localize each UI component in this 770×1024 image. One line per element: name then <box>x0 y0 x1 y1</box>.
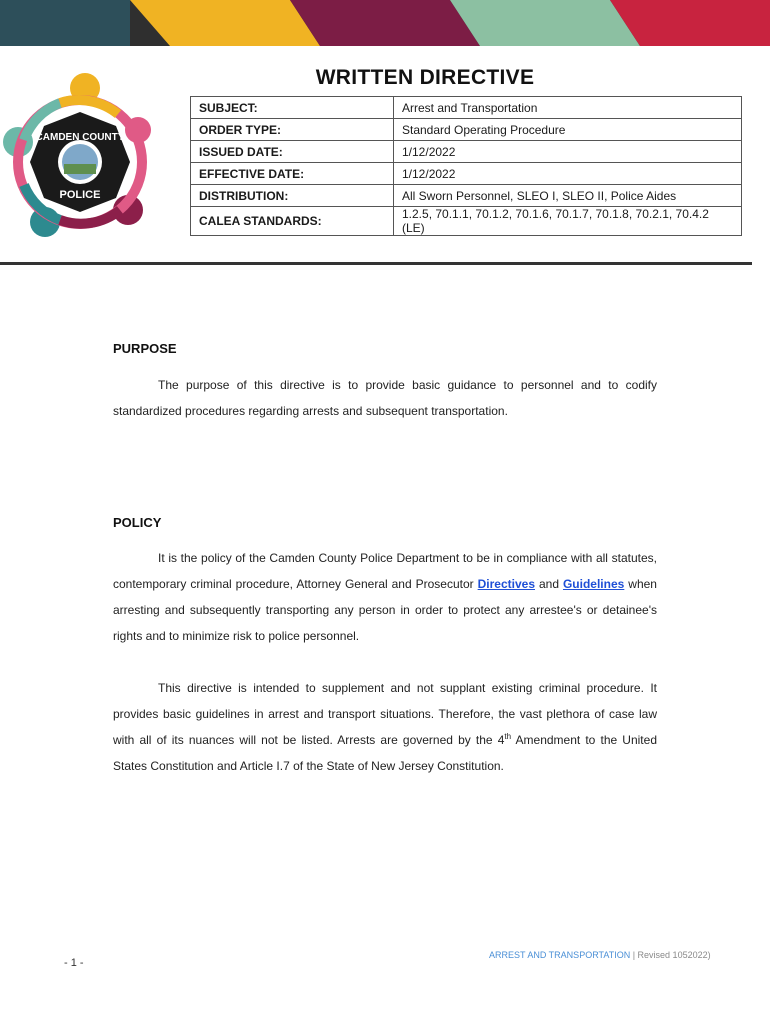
subject-value: Arrest and Transportation <box>394 97 742 119</box>
effective-date-value: 1/12/2022 <box>394 163 742 185</box>
table-row <box>191 119 742 141</box>
calea-standards-value: 1.2.5, 70.1.1, 70.1.2, 70.1.6, 70.1.7, 70.1.8, 70.2.1, 70.4.2 (LE) <box>394 207 742 236</box>
policy-text-part: when arresting and subsequently transporting any person in order to protect any arrestee's or detainee's rights and to minimize risk to police personnel. <box>113 577 657 643</box>
footer-doc-name: ARREST AND TRANSPORTATION <box>489 950 631 960</box>
policy-paragraph-2 <box>113 675 657 779</box>
purpose-paragraph <box>113 372 657 424</box>
purpose-text: The purpose of this directive is to provide basic guidance to personnel and to codify standardized procedures regarding arrests and subsequent transportation. <box>113 378 657 418</box>
calea-standards-label: CALEA STANDARDS: <box>191 207 394 236</box>
policy-heading: POLICY <box>113 515 162 530</box>
policy-text-part: This directive is intended to supplement and not supplant existing criminal procedure. It provides basic guidelines in arrest and transport situations. Therefore, the vast plethora of case law with all of its nuances will not be listed. Arrests are governed by the 4 <box>113 681 657 747</box>
policy-paragraph-1 <box>113 545 657 649</box>
footer-doc-info <box>489 950 711 960</box>
footer-revised: | Revised 1052022) <box>630 950 711 960</box>
issued-date-label: ISSUED DATE: <box>191 141 394 163</box>
section-divider <box>0 262 752 265</box>
banner-segment-dark <box>0 0 130 46</box>
policy-text-part: Amendment to the United States Constitution and Article I.7 of the State of New Jersey Constitution. <box>113 733 657 773</box>
banner-segment-green <box>450 0 640 46</box>
banner-segment-maroon <box>290 0 480 46</box>
color-banner <box>0 0 770 46</box>
directives-link[interactable]: Directives <box>477 577 535 591</box>
directive-info-table <box>190 96 742 236</box>
policy-text-part: It is the policy of the Camden County Police Department to be in compliance with all statutes, contemporary criminal procedure, Attorney General and Prosecutor <box>113 551 657 591</box>
guidelines-link[interactable]: Guidelines <box>562 577 625 591</box>
effective-date-label: EFFECTIVE DATE: <box>191 163 394 185</box>
page-number: - 1 - <box>64 957 84 969</box>
table-row <box>191 185 742 207</box>
page-title: WRITTEN DIRECTIVE <box>315 66 535 89</box>
table-row <box>191 97 742 119</box>
distribution-value: All Sworn Personnel, SLEO I, SLEO II, Police Aides <box>394 185 742 207</box>
order-type-label: ORDER TYPE: <box>191 119 394 141</box>
table-row <box>191 141 742 163</box>
table-row <box>191 207 742 236</box>
ordinal-superscript: th <box>504 732 512 741</box>
department-logo <box>0 70 160 240</box>
logo-top-text: CAMDEN COUNTY <box>35 132 125 143</box>
issued-date-value: 1/12/2022 <box>394 141 742 163</box>
subject-label: SUBJECT: <box>191 97 394 119</box>
order-type-value: Standard Operating Procedure <box>394 119 742 141</box>
logo-bottom-text: POLICE <box>59 189 101 201</box>
table-row <box>191 163 742 185</box>
distribution-label: DISTRIBUTION: <box>191 185 394 207</box>
policy-text-part: and <box>535 577 563 591</box>
purpose-heading: PURPOSE <box>113 341 177 356</box>
